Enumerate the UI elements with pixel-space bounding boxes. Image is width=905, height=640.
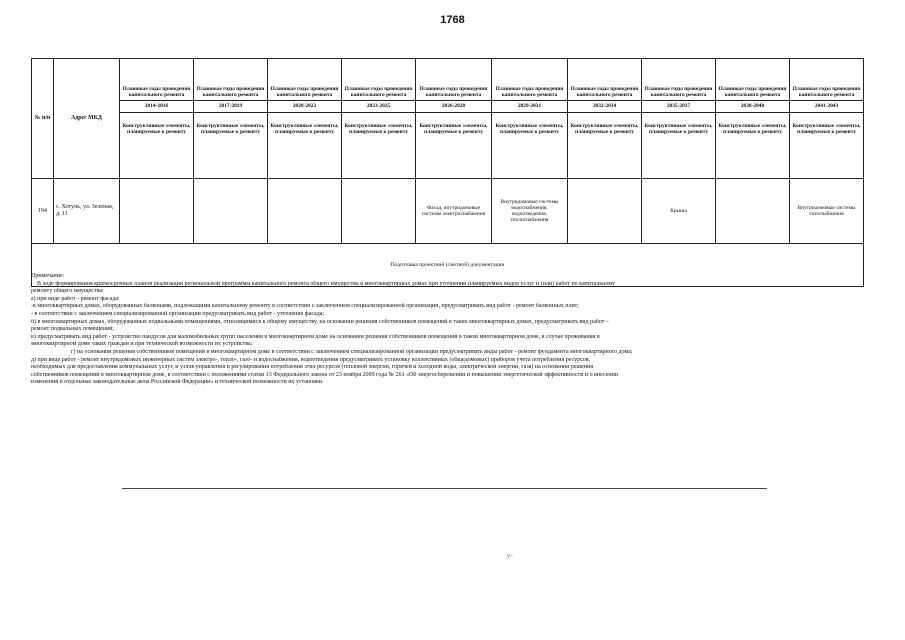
row-cell xyxy=(716,179,790,244)
row-cell: Внутридомовые системы водоснабжения, водоотведения, теплоснабжения xyxy=(492,179,568,244)
period-years: 2041-2043 xyxy=(790,101,864,113)
row-cell: Крыша xyxy=(642,179,716,244)
page-number: 1768 xyxy=(440,14,465,26)
row-address: с. Хотунь, ул. Зеленая, д. 11 xyxy=(54,179,120,244)
notes-line: д) при виде работ - ремонт внутридомовых инженерных систем электро-, тепло-, газо- и водоснабжения, водоотведения предусматривать установку коллективных (общедомовых) приборов учета потребления ресурсов, xyxy=(31,356,591,363)
period-heading: Плановые годы проведения капитального ремонта xyxy=(492,59,568,101)
table-elements-row xyxy=(32,113,864,179)
period-heading: Плановые годы проведения капитального ремонта xyxy=(342,59,416,101)
period-heading: Плановые годы проведения капитального ремонта xyxy=(268,59,342,101)
notes-line: - в соответствии с заключением специализированной организации предусматривать вид работ - утепление фасада; xyxy=(31,310,325,317)
period-heading: Плановые годы проведения капитального ремонта xyxy=(790,59,864,101)
notes-line: В ходе формирования краткосрочных планов реализации региональной программы капитального ремонта общего имущества в многоквартирных домах при уточнении планируемых видов услуг и (или) работ по капитальному xyxy=(37,280,616,287)
period-years: 2017-2019 xyxy=(194,101,268,113)
period-elements-label: Конструктивные элементы, планируемые к ремонту xyxy=(194,113,268,179)
period-years: 2038-2040 xyxy=(716,101,790,113)
capital-repair-plan-table xyxy=(31,58,864,287)
notes-line: изменений в отдельные законодательные акты Российской Федерации» и технической возможности их установки. xyxy=(31,379,324,386)
period-elements-label: Конструктивные элементы, планируемые к ремонту xyxy=(568,113,642,179)
row-cell: Внутридомовые системы газоснабжения xyxy=(790,179,864,244)
period-years: 2020-2022 xyxy=(268,101,342,113)
period-elements-label: Конструктивные элементы, планируемые к ремонту xyxy=(492,113,568,179)
period-heading: Плановые годы проведения капитального ремонта xyxy=(120,59,194,101)
design-documentation-label: Подготовка проектной (сметной) документации xyxy=(32,244,864,287)
stray-mark: у.- xyxy=(507,553,513,559)
row-cell xyxy=(194,179,268,244)
period-heading: Плановые годы проведения капитального ремонта xyxy=(642,59,716,101)
notes-title: Примечание: xyxy=(31,273,65,279)
notes-line: ремонту общего имущества: xyxy=(31,288,104,295)
table-header-row xyxy=(32,59,864,101)
column-header-number: № п/п xyxy=(32,59,54,179)
notes-block xyxy=(31,273,863,387)
row-cell xyxy=(568,179,642,244)
period-elements-label: Конструктивные элементы, планируемые к ремонту xyxy=(716,113,790,179)
notes-line: а) при виде работ - ремонт фасада: xyxy=(31,295,120,302)
period-years: 2023-2025 xyxy=(342,101,416,113)
row-cell xyxy=(268,179,342,244)
period-years: 2026-2028 xyxy=(416,101,492,113)
period-elements-label: Конструктивные элементы, планируемые к ремонту xyxy=(342,113,416,179)
period-heading: Плановые годы проведения капитального ремонта xyxy=(716,59,790,101)
period-elements-label: Конструктивные элементы, планируемые к ремонту xyxy=(268,113,342,179)
signature-line xyxy=(122,488,767,489)
table-years-row xyxy=(32,101,864,113)
period-elements-label: Конструктивные элементы, планируемые к ремонту xyxy=(120,113,194,179)
notes-line: в) предусматривать вид работ - устройство пандусов для маломобильных групп населения в многоквартирном доме на основании решения собственников помещений в таком многоквартирном доме, в случае проживания в xyxy=(31,333,600,340)
period-years: 2032-2034 xyxy=(568,101,642,113)
notes-line: многоквартирном доме таких граждан и при технической возможности их устройства; xyxy=(31,341,253,348)
row-number: 194 xyxy=(32,179,54,244)
notes-line: -в многоквартирных домах, оборудованных балконами, подлежащими капитальному ремонту в соответствии с заключением специализированной организации, предусматривать вид работ - ремонт балконных плит; xyxy=(31,303,579,310)
notes-line: г) на основании решения собственников помещений в многоквартирном доме в соответствии с заключением специализированной организации предусматривать виды работ - ремонт фундамента многоквартирного дома; xyxy=(71,348,633,355)
period-years: 2014-2016 xyxy=(120,101,194,113)
notes-line: необходимых для предоставления коммунальных услуг, и узлов управления и регулирования потребления этих ресурсов (тепловой энергии, горячей и холодной воды, электрической энергии, газа) на основании решения xyxy=(31,364,593,371)
row-cell xyxy=(120,179,194,244)
column-header-address: Адрес МКД xyxy=(54,59,120,179)
period-elements-label: Конструктивные элементы, планируемые к ремонту xyxy=(416,113,492,179)
period-elements-label: Конструктивные элементы, планируемые к ремонту xyxy=(790,113,864,179)
row-cell xyxy=(342,179,416,244)
row-cell: Фасад, внутридомовые системы электроснабжения xyxy=(416,179,492,244)
period-heading: Плановые годы проведения капитального ремонта xyxy=(568,59,642,101)
notes-line: б) в многоквартирных домах, оборудованных подвальными помещениями, относящимися к общему имуществу, на основании решения собственников помещений в таких многоквартирных домах, предусматривать вид работ – xyxy=(31,318,609,325)
notes-line: ремонт подвальных помещений; xyxy=(31,326,114,333)
period-elements-label: Конструктивные элементы, планируемые к ремонту xyxy=(642,113,716,179)
notes-line: собственников помещений в многоквартирном доме, в соответствии с положениями статьи 13 Федерального закона от 23 ноября 2009 года № 261 «Об энергосбережении и повышении энергетической эффективности и о внесении xyxy=(31,371,619,378)
table-row xyxy=(32,179,864,244)
period-years: 2035-2037 xyxy=(642,101,716,113)
period-years: 2029-2031 xyxy=(492,101,568,113)
period-heading: Плановые годы проведения капитального ремонта xyxy=(194,59,268,101)
period-heading: Плановые годы проведения капитального ремонта xyxy=(416,59,492,101)
